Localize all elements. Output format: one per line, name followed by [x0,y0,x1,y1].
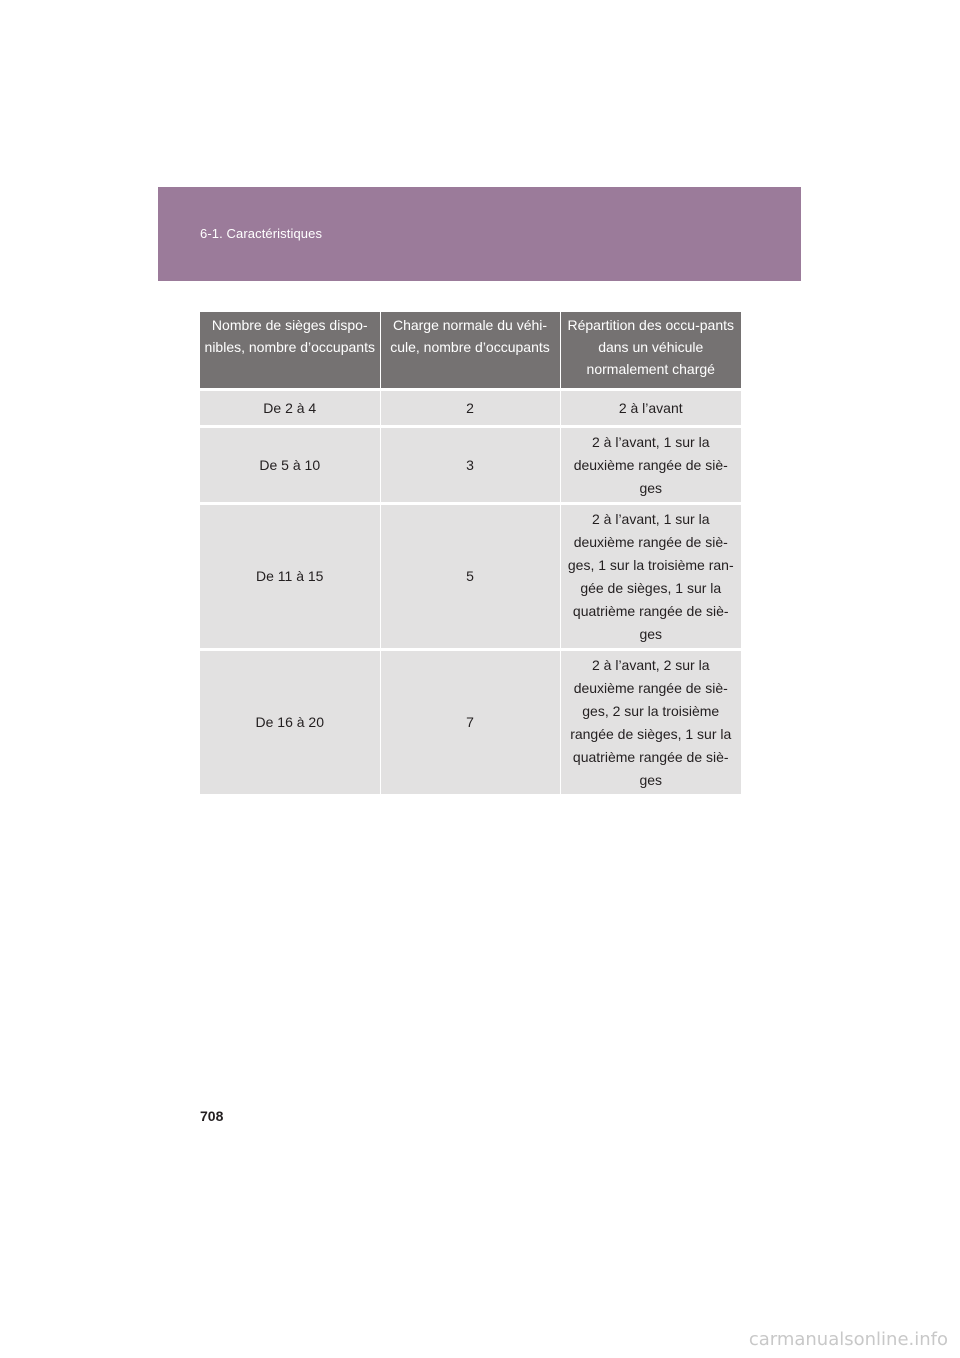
cell-normal-load: 3 [380,427,560,504]
cell-seats: De 16 à 20 [200,650,380,795]
cell-distribution: 2 à l’avant, 1 sur la deuxième rangée de siè-ges, 1 sur la troisième ran-gée de sièges, 1 sur la quatrième rangée de siè-ges [560,504,741,650]
cell-seats: De 11 à 15 [200,504,380,650]
occupant-table-container [200,312,741,794]
table-row [200,504,741,650]
occupant-distribution-table [200,312,741,794]
cell-normal-load: 5 [380,504,560,650]
cell-normal-load: 7 [380,650,560,795]
table-row [200,390,741,427]
cell-distribution: 2 à l’avant [560,390,741,427]
cell-seats: De 2 à 4 [200,390,380,427]
column-header-distribution: Répartition des occu-pants dans un véhicule normalement chargé [560,312,741,390]
cell-normal-load: 2 [380,390,560,427]
table-row [200,427,741,504]
column-header-seats: Nombre de sièges dispo-nibles, nombre d’occupants [200,312,380,390]
column-header-normal-load: Charge normale du véhi-cule, nombre d’occupants [380,312,560,390]
cell-seats: De 5 à 10 [200,427,380,504]
cell-distribution: 2 à l’avant, 2 sur la deuxième rangée de siè-ges, 2 sur la troisième rangée de sièges, 1 sur la quatrième rangée de siè-ges [560,650,741,795]
table-header-row [200,312,741,390]
section-title: 6-1. Caractéristiques [200,226,323,241]
page-number: 708 [200,1108,224,1124]
cell-distribution: 2 à l’avant, 1 sur la deuxième rangée de siè-ges [560,427,741,504]
table-row [200,650,741,795]
watermark: carmanualsonline.info [748,1329,948,1350]
section-header-band [158,187,801,281]
